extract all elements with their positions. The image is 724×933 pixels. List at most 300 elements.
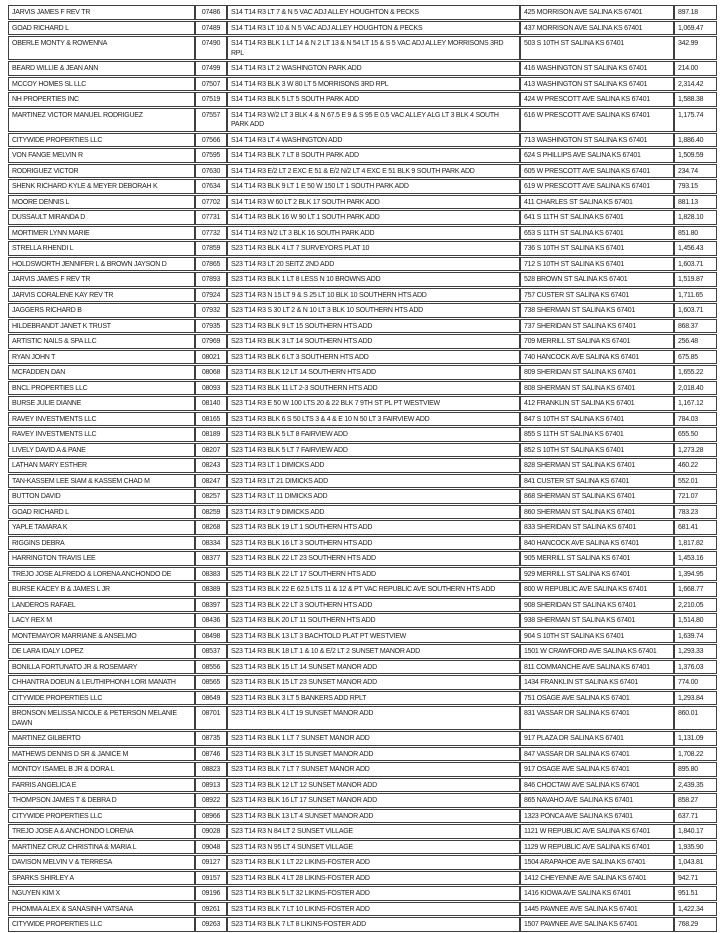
owner-name-cell: CITYWIDE PROPERTIES LLC [8, 917, 195, 932]
amount-cell: 1,817.82 [674, 536, 717, 551]
property-address-cell: 855 S 11TH ST SALINA KS 67401 [520, 427, 674, 442]
table-row [8, 644, 717, 659]
table-row [8, 77, 717, 92]
owner-name-cell: THOMPSON JAMES T & DEBRA D [8, 793, 195, 808]
property-address-cell: 738 SHERMAN ST SALINA KS 67401 [520, 303, 674, 318]
table-row [8, 886, 717, 901]
parcel-id-cell: 07489 [195, 21, 227, 36]
table-row [8, 902, 717, 917]
owner-name-cell: MONTEMAYOR MARRIANE & ANSELMO [8, 629, 195, 644]
table-row [8, 458, 717, 473]
table-row [8, 257, 717, 272]
legal-description-cell: S14 T14 R3 W 60 LT 2 BLK 17 SOUTH PARK ADD [227, 195, 520, 210]
owner-name-cell: VON FANGE MELVIN R [8, 148, 195, 163]
owner-name-cell: HILDEBRANDT JANET K TRUST [8, 319, 195, 334]
amount-cell: 256.48 [674, 334, 717, 349]
amount-cell: 774.00 [674, 675, 717, 690]
property-address-cell: 917 OSAGE AVE SALINA KS 67401 [520, 762, 674, 777]
table-row [8, 855, 717, 870]
legal-description-cell: S23 T14 R3 BLK 4 LT 28 LIKINS-FOSTER ADD [227, 871, 520, 886]
owner-name-cell: MONTOY ISAMEL B JR & DORA L [8, 762, 195, 777]
parcel-id-cell: 08556 [195, 660, 227, 675]
amount-cell: 214.00 [674, 61, 717, 76]
amount-cell: 1,668.77 [674, 582, 717, 597]
legal-description-cell: S14 T14 R3 E/2 LT 2 EXC E 51 & E/2 N/2 LT 4 EXC E 51 BLK 9 SOUTH PARK ADD [227, 164, 520, 179]
amount-cell: 768.29 [674, 917, 717, 932]
table-row [8, 840, 717, 855]
legal-description-cell: S23 T14 R3 BLK 3 LT 5 BANKERS ADD RPLT [227, 691, 520, 706]
parcel-id-cell: 08537 [195, 644, 227, 659]
table-row [8, 21, 717, 36]
table-row [8, 474, 717, 489]
legal-description-cell: S14 T14 R3 LT 2 WASHINGTON PARK ADD [227, 61, 520, 76]
owner-name-cell: STRELLA RHENDI L [8, 241, 195, 256]
amount-cell: 858.27 [674, 793, 717, 808]
property-address-cell: 840 HANCOCK AVE SALINA KS 67401 [520, 536, 674, 551]
legal-description-cell: S23 T14 R3 BLK 13 LT 3 BACHTOLD PLAT PT WESTVIEW [227, 629, 520, 644]
legal-description-cell: S14 T14 R3 W/2 LT 3 BLK 4 & N 67.5 E 9 & S 95 E 0.5 VAC ALLEY ALG LT 3 BLK 4 SOUTH PARK ADD [227, 108, 520, 132]
property-address-cell: 1121 W REPUBLIC AVE SALINA KS 67401 [520, 824, 674, 839]
owner-name-cell: BRONSON MELISSA NICOLE & PETERSON MELANIE DAWN [8, 706, 195, 730]
owner-name-cell: CITYWIDE PROPERTIES LLC [8, 133, 195, 148]
parcel-id-cell: 08247 [195, 474, 227, 489]
legal-description-cell: S14 T14 R3 BLK 5 LT 5 SOUTH PARK ADD [227, 92, 520, 107]
legal-description-cell: S23 T14 R3 BLK 5 LT 32 LIKINS-FOSTER ADD [227, 886, 520, 901]
legal-description-cell: S23 T14 R3 BLK 6 LT 3 SOUTHERN HTS ADD [227, 350, 520, 365]
property-address-cell: 751 OSAGE AVE SALINA KS 67401 [520, 691, 674, 706]
property-address-cell: 503 S 10TH ST SALINA KS 67401 [520, 36, 674, 60]
amount-cell: 460.22 [674, 458, 717, 473]
owner-name-cell: ARTISTIC NAILS & SPA LLC [8, 334, 195, 349]
amount-cell: 1,935.90 [674, 840, 717, 855]
owner-name-cell: TAN-KASSEM LEE SIAM & KASSEM CHAD M [8, 474, 195, 489]
property-address-cell: 709 MERRILL ST SALINA KS 67401 [520, 334, 674, 349]
parcel-id-cell: 09127 [195, 855, 227, 870]
owner-name-cell: TREJO JOSE ALFREDO & LORENA ANCHONDO DE [8, 567, 195, 582]
property-address-cell: 833 SHERIDAN ST SALINA KS 67401 [520, 520, 674, 535]
legal-description-cell: S14 T14 R3 LT 4 WASHINGTON ADD [227, 133, 520, 148]
owner-name-cell: GOAD RICHARD L [8, 505, 195, 520]
amount-cell: 1,519.87 [674, 272, 717, 287]
owner-name-cell: MARTINEZ CRUZ CHRISTINA & MARIA L [8, 840, 195, 855]
property-address-cell: 1412 CHEYENNE AVE SALINA KS 67401 [520, 871, 674, 886]
parcel-id-cell: 09028 [195, 824, 227, 839]
property-address-cell: 437 MORRISON AVE SALINA KS 67401 [520, 21, 674, 36]
amount-cell: 721.07 [674, 489, 717, 504]
table-row [8, 427, 717, 442]
owner-name-cell: OBERLE MONTY & ROWENNA [8, 36, 195, 60]
table-row [8, 350, 717, 365]
amount-cell: 895.80 [674, 762, 717, 777]
table-row [8, 92, 717, 107]
parcel-id-cell: 08436 [195, 613, 227, 628]
table-row [8, 660, 717, 675]
amount-cell: 1,840.17 [674, 824, 717, 839]
property-address-cell: 852 S 10TH ST SALINA KS 67401 [520, 443, 674, 458]
legal-description-cell: S23 T14 R3 BLK 18 LT 1 & 10 & E/2 LT 2 SUNSET MANOR ADD [227, 644, 520, 659]
parcel-id-cell: 09196 [195, 886, 227, 901]
parcel-id-cell: 07490 [195, 36, 227, 60]
table-row [8, 731, 717, 746]
property-address-cell: 860 SHERMAN ST SALINA KS 67401 [520, 505, 674, 520]
amount-cell: 1,273.28 [674, 443, 717, 458]
owner-name-cell: DUSSAULT MIRANDA D [8, 210, 195, 225]
amount-cell: 637.71 [674, 809, 717, 824]
owner-name-cell: JARVIS CORALENE KAY REV TR [8, 288, 195, 303]
legal-description-cell: S14 T14 R3 N/2 LT 3 BLK 16 SOUTH PARK ADD [227, 226, 520, 241]
property-address-cell: 605 W PRESCOTT AVE SALINA KS 67401 [520, 164, 674, 179]
amount-cell: 2,018.40 [674, 381, 717, 396]
parcel-id-cell: 07932 [195, 303, 227, 318]
table-row [8, 303, 717, 318]
property-address-cell: 1504 ARAPAHOE AVE SALINA KS 67401 [520, 855, 674, 870]
owner-name-cell: MARTINEZ GILBERTO [8, 731, 195, 746]
table-row [8, 381, 717, 396]
parcel-id-cell: 08383 [195, 567, 227, 582]
legal-description-cell: S23 T14 R3 BLK 5 LT 8 FAIRVIEW ADD [227, 427, 520, 442]
legal-description-cell: S23 T14 R3 BLK 3 LT 14 SOUTHERN HTS ADD [227, 334, 520, 349]
property-address-cell: 413 WASHINGTON ST SALINA KS 67401 [520, 77, 674, 92]
owner-name-cell: DAVISON MELVIN V & TERRESA [8, 855, 195, 870]
parcel-id-cell: 07566 [195, 133, 227, 148]
amount-cell: 1,588.38 [674, 92, 717, 107]
property-address-cell: 641 S 11TH ST SALINA KS 67401 [520, 210, 674, 225]
legal-description-cell: S23 T14 R3 N 15 LT 9 & S 25 LT 10 BLK 10 SOUTHERN HTS ADD [227, 288, 520, 303]
owner-name-cell: LANDEROS RAFAEL [8, 598, 195, 613]
amount-cell: 1,886.40 [674, 133, 717, 148]
legal-description-cell: S23 T14 R3 BLK 13 LT 4 SUNSET MANOR ADD [227, 809, 520, 824]
amount-cell: 1,293.33 [674, 644, 717, 659]
parcel-id-cell: 07486 [195, 5, 227, 20]
table-row [8, 179, 717, 194]
owner-name-cell: SHENK RICHARD KYLE & MEYER DEBORAH K [8, 179, 195, 194]
property-address-cell: 1445 PAWNEE AVE SALINA KS 67401 [520, 902, 674, 917]
amount-cell: 1,639.74 [674, 629, 717, 644]
table-row [8, 443, 717, 458]
owner-name-cell: NGUYEN KIM X [8, 886, 195, 901]
owner-name-cell: YAPLE TAMARA K [8, 520, 195, 535]
parcel-id-cell: 07634 [195, 179, 227, 194]
table-row [8, 582, 717, 597]
amount-cell: 951.51 [674, 886, 717, 901]
table-row [8, 613, 717, 628]
legal-description-cell: S23 T14 R3 BLK 22 LT 23 SOUTHERN HTS ADD [227, 551, 520, 566]
owner-name-cell: MCFADDEN DAN [8, 365, 195, 380]
owner-name-cell: BONILLA FORTUNATO JR & ROSEMARY [8, 660, 195, 675]
legal-description-cell: S23 T14 R3 BLK 22 LT 3 SOUTHERN HTS ADD [227, 598, 520, 613]
owner-name-cell: RIGGINS DEBRA [8, 536, 195, 551]
legal-description-cell: S23 T14 R3 BLK 1 LT 8 LESS N 10 BROWNS ADD [227, 272, 520, 287]
property-address-cell: 411 CHARLES ST SALINA KS 67401 [520, 195, 674, 210]
owner-name-cell: MARTINEZ VICTOR MANUEL RODRIGUEZ [8, 108, 195, 132]
parcel-id-cell: 08165 [195, 412, 227, 427]
parcel-id-cell: 07595 [195, 148, 227, 163]
owner-name-cell: JARVIS JAMES F REV TR [8, 272, 195, 287]
amount-cell: 1,453.16 [674, 551, 717, 566]
parcel-id-cell: 09157 [195, 871, 227, 886]
parcel-id-cell: 09048 [195, 840, 227, 855]
parcel-id-cell: 08243 [195, 458, 227, 473]
legal-description-cell: S23 T14 R3 E 50 W 100 LTS 20 & 22 BLK 7 9TH ST PL PT WESTVIEW [227, 396, 520, 411]
amount-cell: 2,439.35 [674, 778, 717, 793]
table-row [8, 226, 717, 241]
property-address-cell: 908 SHERIDAN ST SALINA KS 67401 [520, 598, 674, 613]
parcel-id-cell: 08823 [195, 762, 227, 777]
table-row [8, 706, 717, 730]
property-address-cell: 619 W PRESCOTT AVE SALINA KS 67401 [520, 179, 674, 194]
owner-name-cell: MATHEWS DENNIS D SR & JANICE M [8, 747, 195, 762]
parcel-id-cell: 08021 [195, 350, 227, 365]
parcel-id-cell: 07859 [195, 241, 227, 256]
amount-cell: 1,043.81 [674, 855, 717, 870]
table-row [8, 288, 717, 303]
amount-cell: 881.13 [674, 195, 717, 210]
amount-cell: 1,293.84 [674, 691, 717, 706]
parcel-id-cell: 07935 [195, 319, 227, 334]
owner-name-cell: BURSE JULIE DIANNE [8, 396, 195, 411]
property-address-cell: 737 SHERIDAN ST SALINA KS 67401 [520, 319, 674, 334]
amount-cell: 860.01 [674, 706, 717, 730]
legal-description-cell: S14 T14 R3 BLK 7 LT 8 SOUTH PARK ADD [227, 148, 520, 163]
property-address-cell: 412 FRANKLIN ST SALINA KS 67401 [520, 396, 674, 411]
owner-name-cell: PHOMMA ALEX & SANASINH VATSANA [8, 902, 195, 917]
property-address-cell: 917 PLAZA DR SALINA KS 67401 [520, 731, 674, 746]
table-row [8, 133, 717, 148]
table-row [8, 505, 717, 520]
property-address-cell: 868 SHERMAN ST SALINA KS 67401 [520, 489, 674, 504]
amount-cell: 1,167.12 [674, 396, 717, 411]
owner-name-cell: RAVEY INVESTMENTS LLC [8, 412, 195, 427]
amount-cell: 1,514.80 [674, 613, 717, 628]
amount-cell: 868.37 [674, 319, 717, 334]
parcel-id-cell: 08257 [195, 489, 227, 504]
property-address-cell: 616 W PRESCOTT AVE SALINA KS 67401 [520, 108, 674, 132]
legal-description-cell: S23 T14 R3 BLK 16 LT 17 SUNSET MANOR ADD [227, 793, 520, 808]
parcel-id-cell: 08068 [195, 365, 227, 380]
owner-name-cell: BEARD WILLIE & JEAN ANN [8, 61, 195, 76]
parcel-id-cell: 08389 [195, 582, 227, 597]
table-row [8, 210, 717, 225]
table-row [8, 272, 717, 287]
property-address-cell: 905 MERRILL ST SALINA KS 67401 [520, 551, 674, 566]
table-row [8, 195, 717, 210]
legal-description-cell: S23 T14 R3 BLK 7 LT 8 LIKINS-FOSTER ADD [227, 917, 520, 932]
amount-cell: 2,314.42 [674, 77, 717, 92]
legal-description-cell: S23 T14 R3 BLK 5 LT 7 FAIRVIEW ADD [227, 443, 520, 458]
table-row [8, 108, 717, 132]
legal-description-cell: S23 T14 R3 BLK 20 LT 11 SOUTHERN HTS ADD [227, 613, 520, 628]
property-address-cell: 929 MERRILL ST SALINA KS 67401 [520, 567, 674, 582]
parcel-id-cell: 08259 [195, 505, 227, 520]
table-row [8, 778, 717, 793]
property-address-cell: 841 CUSTER ST SALINA KS 67401 [520, 474, 674, 489]
parcel-id-cell: 08735 [195, 731, 227, 746]
table-row [8, 396, 717, 411]
property-address-cell: 1323 PONCA AVE SALINA KS 67401 [520, 809, 674, 824]
property-address-cell: 847 VASSAR DR SALINA KS 67401 [520, 747, 674, 762]
owner-name-cell: LIVELY DAVID A & PANE [8, 443, 195, 458]
legal-description-cell: S23 T14 R3 N 84 LT 2 SUNSET VILLAGE [227, 824, 520, 839]
owner-name-cell: JARVIS JAMES F REV TR [8, 5, 195, 20]
property-address-cell: 425 MORRISON AVE SALINA KS 67401 [520, 5, 674, 20]
property-address-cell: 828 SHERMAN ST SALINA KS 67401 [520, 458, 674, 473]
owner-name-cell: MCCOY HOMES SL LLC [8, 77, 195, 92]
amount-cell: 1,131.09 [674, 731, 717, 746]
property-address-cell: 846 CHOCTAW AVE SALINA KS 67401 [520, 778, 674, 793]
legal-description-cell: S23 T14 R3 BLK 19 LT 1 SOUTHERN HTS ADD [227, 520, 520, 535]
owner-name-cell: RAVEY INVESTMENTS LLC [8, 427, 195, 442]
parcel-id-cell: 07519 [195, 92, 227, 107]
table-row [8, 793, 717, 808]
table-row [8, 489, 717, 504]
parcel-id-cell: 07732 [195, 226, 227, 241]
table-row [8, 365, 717, 380]
parcel-id-cell: 07731 [195, 210, 227, 225]
legal-description-cell: S23 T14 R3 N 95 LT 4 SUNSET VILLAGE [227, 840, 520, 855]
legal-description-cell: S23 T14 R3 BLK 11 LT 2-3 SOUTHERN HTS ADD [227, 381, 520, 396]
amount-cell: 1,376.03 [674, 660, 717, 675]
parcel-id-cell: 07507 [195, 77, 227, 92]
table-row [8, 61, 717, 76]
amount-cell: 1,708.22 [674, 747, 717, 762]
legal-description-cell: S23 T14 R3 BLK 12 LT 12 SUNSET MANOR ADD [227, 778, 520, 793]
property-address-cell: 831 VASSAR DR SALINA KS 67401 [520, 706, 674, 730]
parcel-id-cell: 08334 [195, 536, 227, 551]
property-address-cell: 904 S 10TH ST SALINA KS 67401 [520, 629, 674, 644]
legal-description-cell: S14 T14 R3 BLK 9 LT 1 E 50 W 150 LT 1 SOUTH PARK ADD [227, 179, 520, 194]
property-address-cell: 424 W PRESCOTT AVE SALINA KS 67401 [520, 92, 674, 107]
property-address-cell: 528 BROWN ST SALINA KS 67401 [520, 272, 674, 287]
property-address-cell: 1129 W REPUBLIC AVE SALINA KS 67401 [520, 840, 674, 855]
table-row [8, 809, 717, 824]
amount-cell: 342.99 [674, 36, 717, 60]
table-row [8, 334, 717, 349]
amount-cell: 681.41 [674, 520, 717, 535]
table-row [8, 36, 717, 60]
legal-description-cell: S23 T14 R3 BLK 12 LT 14 SOUTHERN HTS ADD [227, 365, 520, 380]
parcel-id-cell: 07630 [195, 164, 227, 179]
table-row [8, 675, 717, 690]
property-address-cell: 809 SHERIDAN ST SALINA KS 67401 [520, 365, 674, 380]
property-address-cell: 865 NAVAHO AVE SALINA KS 67401 [520, 793, 674, 808]
table-row [8, 520, 717, 535]
property-address-cell: 757 CUSTER ST SALINA KS 67401 [520, 288, 674, 303]
table-row [8, 164, 717, 179]
amount-cell: 1,456.43 [674, 241, 717, 256]
owner-name-cell: BNCL PROPERTIES LLC [8, 381, 195, 396]
amount-cell: 942.71 [674, 871, 717, 886]
owner-name-cell: GOAD RICHARD L [8, 21, 195, 36]
table-row [8, 5, 717, 20]
property-address-cell: 653 S 11TH ST SALINA KS 67401 [520, 226, 674, 241]
amount-cell: 1,509.59 [674, 148, 717, 163]
owner-name-cell: BURSE KACEY B & JAMES L JR [8, 582, 195, 597]
parcel-id-cell: 07702 [195, 195, 227, 210]
legal-description-cell: S23 T14 R3 LT 21 DIMICKS ADD [227, 474, 520, 489]
amount-cell: 2,210.05 [674, 598, 717, 613]
table-row [8, 691, 717, 706]
amount-cell: 1,175.74 [674, 108, 717, 132]
owner-name-cell: HARRINGTON TRAVIS LEE [8, 551, 195, 566]
parcel-id-cell: 08189 [195, 427, 227, 442]
legal-description-cell: S23 T14 R3 BLK 4 LT 7 SURVEYORS PLAT 10 [227, 241, 520, 256]
legal-description-cell: S23 T14 R3 BLK 9 LT 15 SOUTHERN HTS ADD [227, 319, 520, 334]
parcel-id-cell: 08701 [195, 706, 227, 730]
legal-description-cell: S23 T14 R3 BLK 7 LT 10 LIKINS-FOSTER ADD [227, 902, 520, 917]
property-address-cell: 811 COMMANCHE AVE SALINA KS 67401 [520, 660, 674, 675]
parcel-id-cell: 07499 [195, 61, 227, 76]
amount-cell: 851.80 [674, 226, 717, 241]
parcel-id-cell: 08746 [195, 747, 227, 762]
table-row [8, 536, 717, 551]
parcel-id-cell: 08268 [195, 520, 227, 535]
parcel-id-cell: 08913 [195, 778, 227, 793]
legal-description-cell: S14 T14 R3 LT 7 & N 5 VAC ADJ ALLEY HOUGHTON & PECKS [227, 5, 520, 20]
table-row [8, 551, 717, 566]
amount-cell: 1,828.10 [674, 210, 717, 225]
parcel-id-cell: 08207 [195, 443, 227, 458]
parcel-id-cell: 08565 [195, 675, 227, 690]
owner-name-cell: FARRIS ANGELICA E [8, 778, 195, 793]
owner-name-cell: MOORE DENNIS L [8, 195, 195, 210]
parcel-id-cell: 08649 [195, 691, 227, 706]
parcel-id-cell: 08498 [195, 629, 227, 644]
legal-description-cell: S23 T14 R3 BLK 15 LT 14 SUNSET MANOR ADD [227, 660, 520, 675]
legal-description-cell: S23 T14 R3 BLK 4 LT 19 SUNSET MANOR ADD [227, 706, 520, 730]
table-row [8, 871, 717, 886]
owner-name-cell: RYAN JOHN T [8, 350, 195, 365]
owner-name-cell: LATHAN MARY ESTHER [8, 458, 195, 473]
table-row [8, 747, 717, 762]
amount-cell: 784.03 [674, 412, 717, 427]
owner-name-cell: LACY REX M [8, 613, 195, 628]
legal-description-cell: S14 T14 R3 BLK 1 LT 14 & N 2 LT 13 & N 54 LT 15 & S 5 VAC ADJ ALLEY MORRISONS 3RD RPL [227, 36, 520, 60]
legal-description-cell: S14 T14 R3 BLK 16 W 90 LT 1 SOUTH PARK ADD [227, 210, 520, 225]
legal-description-cell: S23 T14 R3 BLK 3 LT 15 SUNSET MANOR ADD [227, 747, 520, 762]
property-address-cell: 416 WASHINGTON ST SALINA KS 67401 [520, 61, 674, 76]
property-address-cell: 847 S 10TH ST SALINA KS 67401 [520, 412, 674, 427]
amount-cell: 1,603.71 [674, 257, 717, 272]
table-row [8, 762, 717, 777]
property-address-cell: 624 S PHILLIPS AVE SALINA KS 67401 [520, 148, 674, 163]
owner-name-cell: RODRIGUEZ VICTOR [8, 164, 195, 179]
parcel-id-cell: 08140 [195, 396, 227, 411]
table-row [8, 148, 717, 163]
owner-name-cell: DE LARA IDALY LOPEZ [8, 644, 195, 659]
legal-description-cell: S25 T14 R3 BLK 22 LT 17 SOUTHERN HTS ADD [227, 567, 520, 582]
property-address-cell: 1416 KIOWA AVE SALINA KS 67401 [520, 886, 674, 901]
amount-cell: 1,603.71 [674, 303, 717, 318]
legal-description-cell: S23 T14 R3 LT 1 DIMICKS ADD [227, 458, 520, 473]
owner-name-cell: CHHANTRA DOEUN & LEUTHIPHONH LORI MANATH [8, 675, 195, 690]
amount-cell: 1,069.47 [674, 21, 717, 36]
amount-cell: 1,422.34 [674, 902, 717, 917]
property-address-cell: 938 SHERMAN ST SALINA KS 67401 [520, 613, 674, 628]
parcel-id-cell: 07865 [195, 257, 227, 272]
legal-description-cell: S23 T14 R3 S 30 LT 2 & N 10 LT 3 BLK 10 SOUTHERN HTS ADD [227, 303, 520, 318]
amount-cell: 1,711.65 [674, 288, 717, 303]
tax-roll-table-body [8, 5, 717, 932]
table-row [8, 319, 717, 334]
table-row [8, 824, 717, 839]
amount-cell: 655.50 [674, 427, 717, 442]
parcel-id-cell: 08377 [195, 551, 227, 566]
legal-description-cell: S23 T14 R3 BLK 1 LT 22 LIKINS-FOSTER ADD [227, 855, 520, 870]
owner-name-cell: CITYWIDE PROPERTIES LLC [8, 809, 195, 824]
owner-name-cell: TREJO JOSE A & ANCHONDO LORENA [8, 824, 195, 839]
owner-name-cell: BUTTON DAVID [8, 489, 195, 504]
property-address-cell: 740 HANCOCK AVE SALINA KS 67401 [520, 350, 674, 365]
